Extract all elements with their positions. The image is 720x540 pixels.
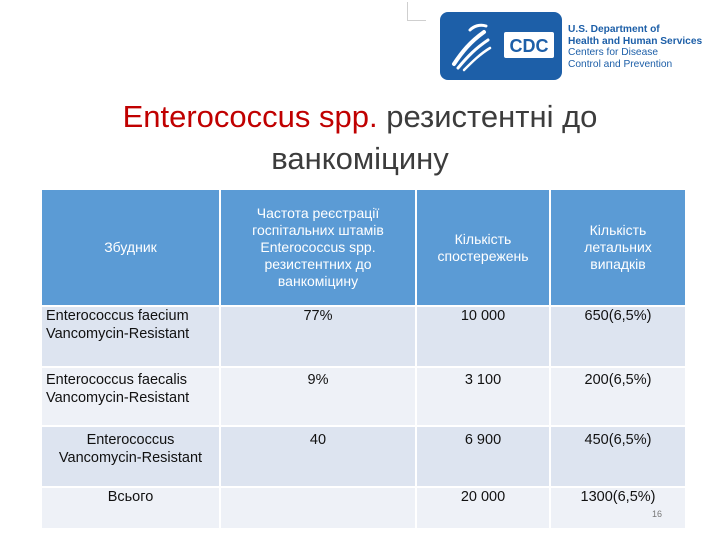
table-row	[42, 306, 685, 367]
cdc-logo	[440, 12, 703, 80]
pathogen-resistance: Vancomycin-Resistant	[58, 450, 203, 466]
slide-title	[0, 96, 720, 180]
agency-line-3: Centers for Disease	[568, 47, 659, 59]
agency-line-2: Health and Human Services	[568, 35, 703, 47]
agency-name	[568, 24, 708, 70]
pathogen-cell	[42, 426, 220, 487]
header-frequency: Частота реєстрації госпітальних штамів Enterococcus spp. резистентних до ванкоміцину	[220, 190, 416, 306]
observations-cell: 6 900	[416, 426, 550, 487]
header-deaths: Кількість летальних випадків	[550, 190, 685, 306]
pathogen-name: Enterococcus faecalis	[46, 372, 188, 388]
deaths-cell: 450(6,5%)	[550, 426, 685, 487]
deaths-cell: 200(6,5%)	[550, 367, 685, 426]
observations-cell: 10 000	[416, 306, 550, 367]
frequency-cell	[220, 487, 416, 528]
frequency-cell: 9%	[220, 367, 416, 426]
hhs-cdc-badge	[440, 12, 562, 80]
pathogen-name: Enterococcus faecium	[46, 308, 189, 324]
title-line-2: ванкоміцину	[271, 141, 449, 176]
resistance-table	[42, 190, 685, 516]
deaths-cell: 650(6,5%)	[550, 306, 685, 367]
table-row	[42, 367, 685, 426]
page-number: 16	[652, 509, 663, 519]
header-pathogen: Збудник	[42, 190, 220, 306]
pathogen-cell	[42, 367, 220, 426]
agency-line-4: Control and Prevention	[568, 58, 673, 70]
frequency-cell: 40	[220, 426, 416, 487]
observations-cell: 20 000	[416, 487, 550, 528]
total-label-cell: Всього	[42, 487, 220, 528]
title-organism: Enterococcus spp.	[122, 99, 378, 134]
table-header-row	[42, 190, 685, 306]
observations-cell: 3 100	[416, 367, 550, 426]
deaths-cell: 1300(6,5%)	[550, 487, 685, 528]
table-row	[42, 426, 685, 487]
pathogen-resistance: Vancomycin-Resistant	[46, 390, 190, 406]
frequency-cell: 77%	[220, 306, 416, 367]
cdc-badge-text: CDC	[509, 36, 549, 56]
title-line-1: резистентні до	[377, 99, 598, 134]
corner-decoration	[407, 2, 426, 21]
header-observations: Кількість спостережень	[416, 190, 550, 306]
pathogen-name: Enterococcus	[86, 432, 175, 448]
table-total-row	[42, 487, 685, 528]
pathogen-resistance: Vancomycin-Resistant	[46, 326, 190, 342]
agency-line-1: U.S. Department of	[568, 24, 660, 35]
pathogen-cell	[42, 306, 220, 367]
